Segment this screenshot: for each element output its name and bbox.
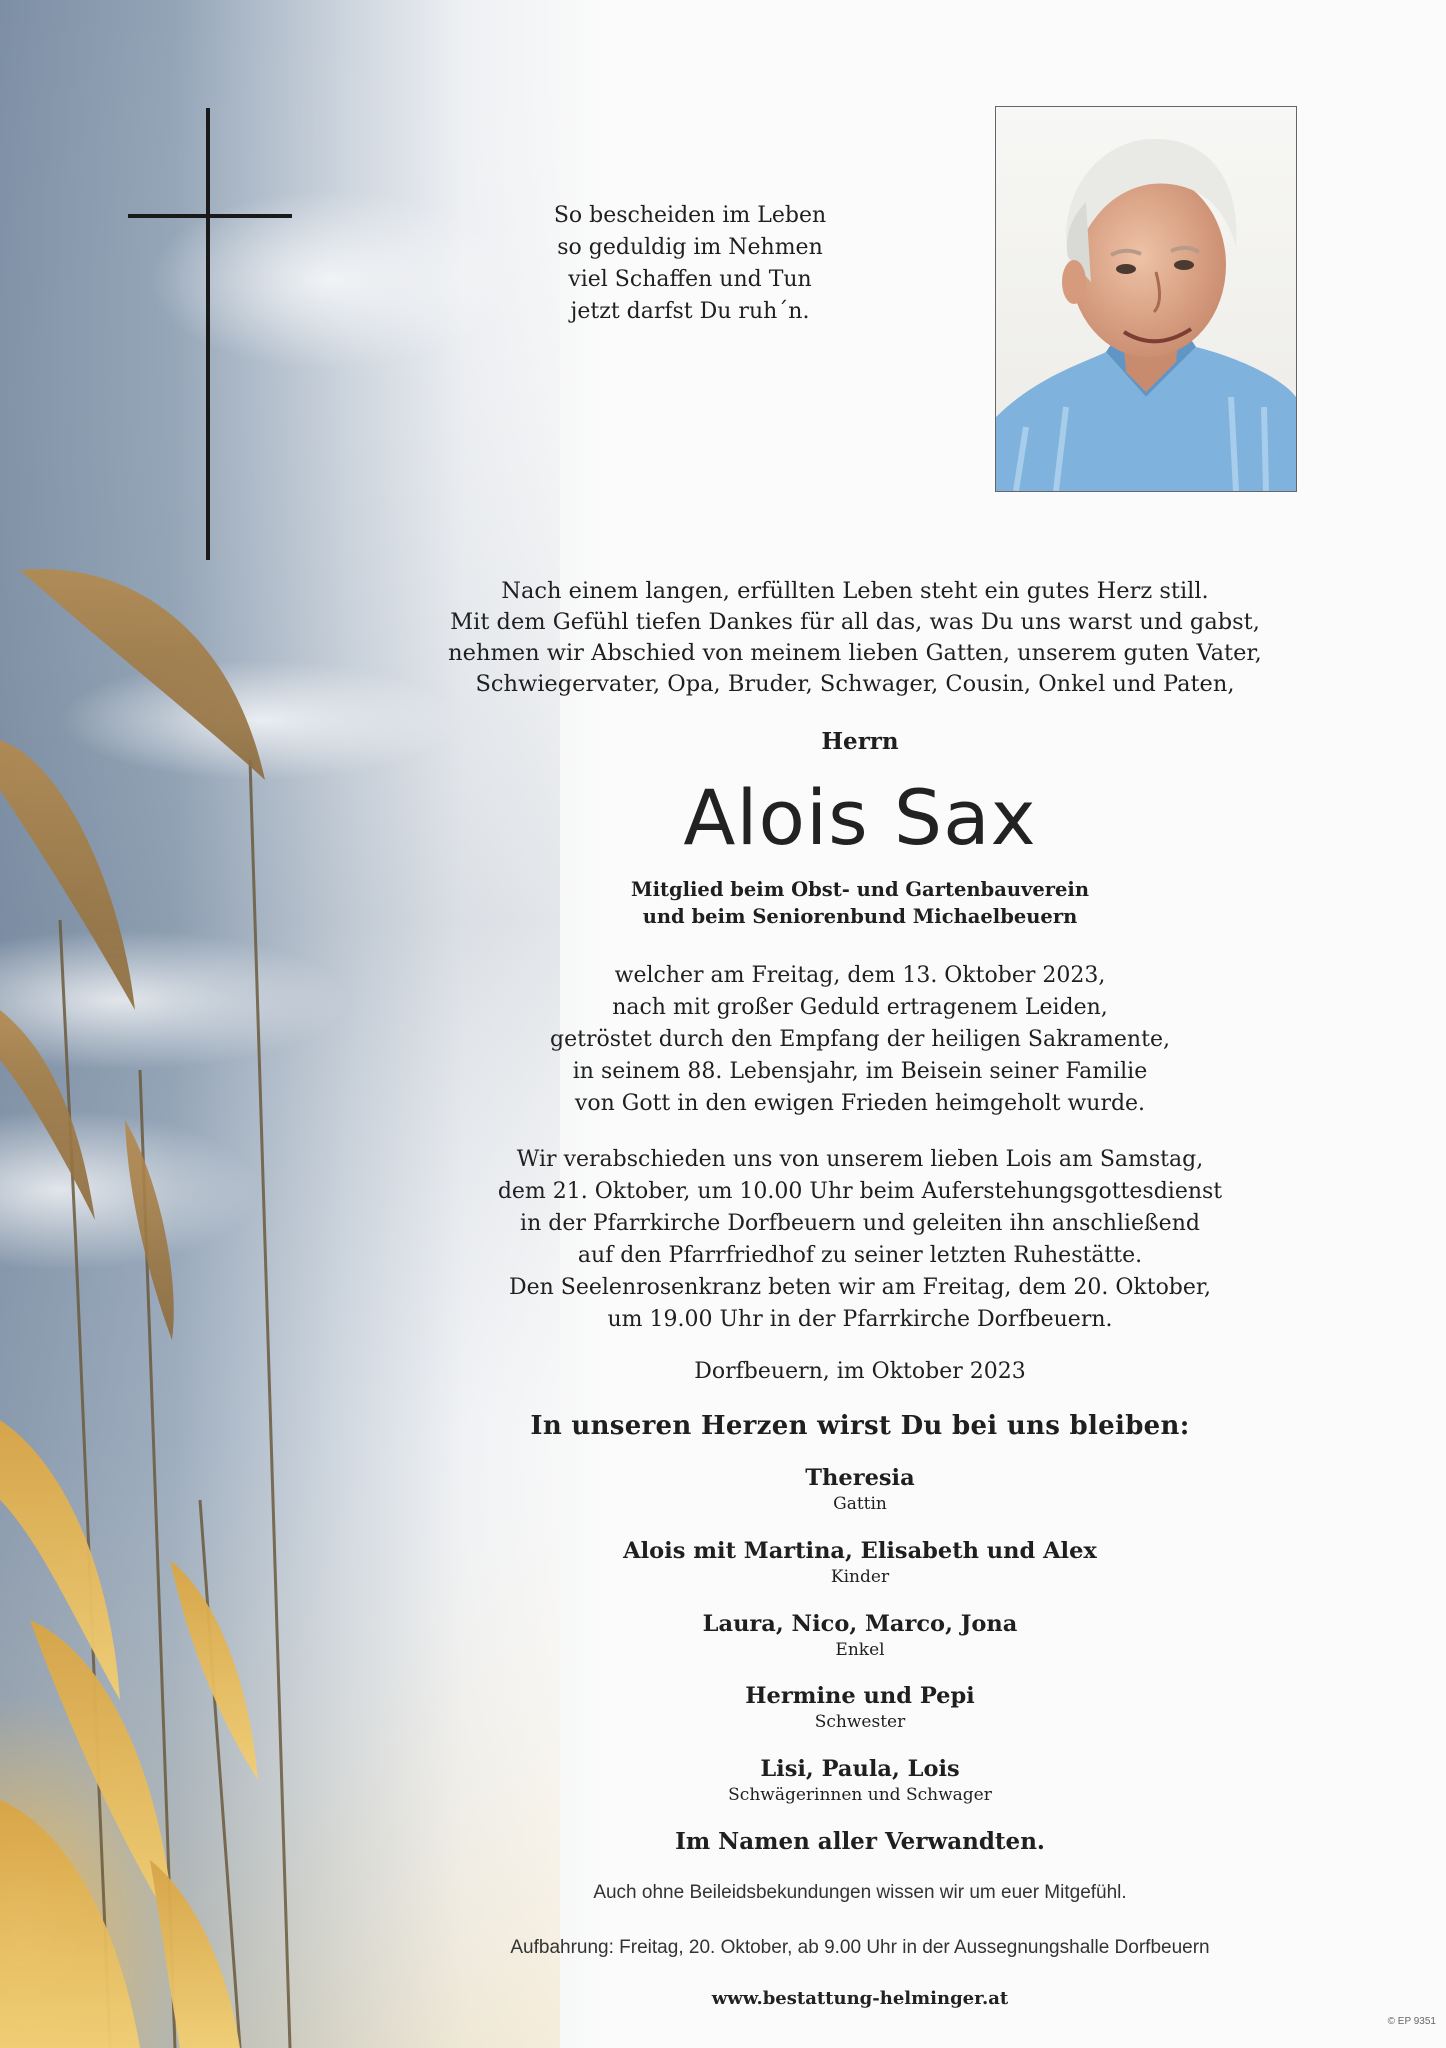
mourner-group <box>520 1536 1200 1588</box>
poem-line: viel Schaffen und Tun <box>568 267 812 292</box>
poem-line: So bescheiden im Leben <box>553 203 827 228</box>
mourner-names: Alois mit Martina, Elisabeth und Alex <box>623 1538 1097 1564</box>
mourner-relation: Kinder <box>830 1567 890 1587</box>
memberships <box>560 876 1160 930</box>
poem-line: so geduldig im Nehmen <box>557 235 823 260</box>
intro-line: nehmen wir Abschied von meinem lieben Gatten, unserem guten Vater, <box>448 640 1262 666</box>
details-line: nach mit großer Geduld ertragenem Leiden, <box>612 995 1108 1020</box>
poem-line: jetzt darfst Du ruh´n. <box>570 299 810 324</box>
mourner-group <box>520 1463 1200 1515</box>
service-line: um 19.00 Uhr in der Pfarrkirche Dorfbeuern. <box>607 1307 1113 1332</box>
details-line: von Gott in den ewigen Frieden heimgeholt wurde. <box>574 1091 1146 1116</box>
service-line: dem 21. Oktober, um 10.00 Uhr beim Auferstehungsgottesdienst <box>497 1179 1223 1204</box>
mourner-relation: Gattin <box>833 1494 887 1514</box>
intro-line: Mit dem Gefühl tiefen Dankes für all das, was Du uns warst und gabst, <box>450 609 1260 635</box>
mourner-names: Hermine und Pepi <box>745 1683 975 1709</box>
deceased-name: Alois Sax <box>683 773 1037 862</box>
viewing-note: Aufbahrung: Freitag, 20. Oktober, ab 9.00 Uhr in der Aussegnungshalle Dorfbeuern <box>510 1937 1210 1958</box>
print-code: © EP 9351 <box>1387 2016 1436 2027</box>
condolence-note: Auch ohne Beileidsbekundungen wissen wir um euer Mitgefühl. <box>593 1882 1127 1903</box>
details-line: getröstet durch den Empfang der heiligen Sakramente, <box>550 1027 1170 1052</box>
mourner-relation: Schwester <box>814 1712 906 1732</box>
service-line: auf den Pfarrfriedhof zu seiner letzten Ruhestätte. <box>577 1243 1143 1268</box>
membership-line: Mitglied beim Obst- und Gartenbauverein <box>630 878 1090 901</box>
service-line: Wir verabschieden uns von unserem lieben Lois am Samstag, <box>516 1147 1204 1172</box>
mourner-group <box>520 1681 1200 1733</box>
mourner-group <box>520 1609 1200 1661</box>
portrait-image <box>996 107 1296 491</box>
membership-line: und beim Seniorenbund Michaelbeuern <box>642 905 1078 928</box>
mourner-relation: Schwägerinnen und Schwager <box>728 1785 992 1805</box>
closing-line: Im Namen aller Verwandten. <box>675 1828 1045 1855</box>
service-line: in der Pfarrkirche Dorfbeuern und geleiten ihn anschließend <box>520 1211 1200 1236</box>
mourner-names: Lisi, Paula, Lois <box>760 1756 960 1782</box>
intro-text <box>360 576 1350 700</box>
funeral-service-text <box>440 1144 1280 1336</box>
mourners-heading: In unseren Herzen wirst Du bei uns bleiben: <box>530 1411 1190 1441</box>
intro-line: Schwiegervater, Opa, Bruder, Schwager, Cousin, Onkel und Paten, <box>475 671 1235 697</box>
website-link[interactable]: www.bestattung-helminger.at <box>711 1988 1009 2009</box>
poem <box>480 200 900 328</box>
salutation: Herrn <box>821 728 899 755</box>
place-date: Dorfbeuern, im Oktober 2023 <box>694 1359 1026 1384</box>
portrait-photo <box>995 106 1297 492</box>
mourner-relation: Enkel <box>835 1640 885 1660</box>
death-details <box>440 960 1280 1120</box>
details-line: welcher am Freitag, dem 13. Oktober 2023, <box>614 963 1106 988</box>
intro-line: Nach einem langen, erfüllten Leben steht ein gutes Herz still. <box>501 578 1209 604</box>
mourner-names: Laura, Nico, Marco, Jona <box>702 1611 1018 1637</box>
mourner-names: Theresia <box>805 1465 915 1491</box>
service-line: Den Seelenrosenkranz beten wir am Freitag, dem 20. Oktober, <box>508 1275 1212 1300</box>
details-line: in seinem 88. Lebensjahr, im Beisein seiner Familie <box>572 1059 1148 1084</box>
mourner-group <box>520 1754 1200 1806</box>
cross-icon <box>120 108 300 568</box>
